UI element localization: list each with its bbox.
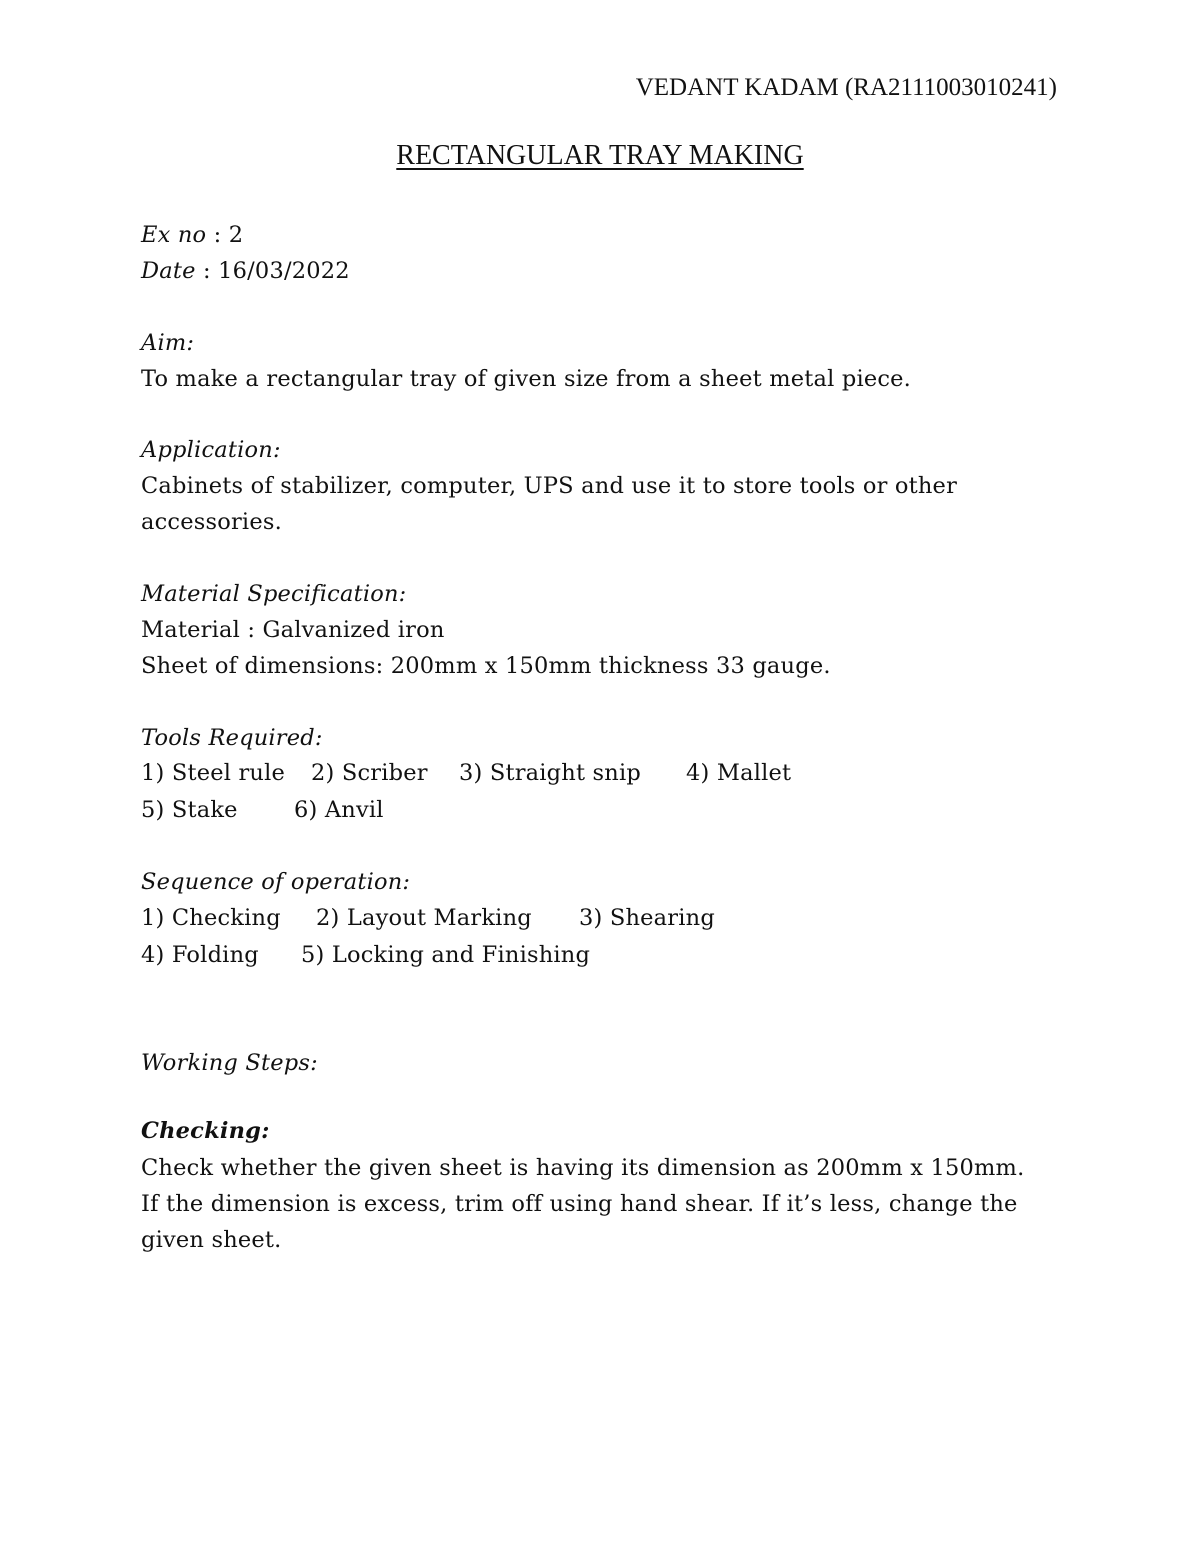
ex-no-value: : 2	[213, 222, 244, 248]
working-steps-heading: Working Steps:	[141, 1050, 318, 1076]
checking-line-2: If the dimension is excess, trim off using hand shear. If it’s less, change the	[141, 1191, 1018, 1217]
application-line-1: Cabinets of stabilizer, computer, UPS and use it to store tools or other	[141, 473, 958, 499]
sequence-item: 1) Checking	[141, 905, 281, 931]
author-line: VEDANT KADAM (RA2111003010241)	[635, 74, 1057, 101]
tool-item: 1) Steel rule	[141, 760, 286, 786]
ex-no-line	[141, 222, 243, 248]
sequence-heading: Sequence of operation:	[141, 869, 411, 895]
tool-item: 2) Scriber	[311, 760, 428, 786]
tools-heading: Tools Required:	[141, 725, 323, 751]
sequence-item: 2) Layout Marking	[316, 905, 532, 931]
date-value: : 16/03/2022	[202, 258, 350, 284]
ex-no-label: Ex no	[141, 222, 207, 248]
sequence-item: 4) Folding	[141, 942, 259, 968]
tool-item: 5) Stake	[141, 797, 238, 823]
date-line	[141, 258, 350, 284]
checking-heading: Checking:	[141, 1118, 270, 1144]
material-heading: Material Specification:	[141, 581, 407, 607]
application-line-2: accessories.	[141, 509, 282, 535]
page-title	[0, 140, 1200, 172]
date-label: Date	[141, 258, 196, 284]
sequence-item: 3) Shearing	[579, 905, 715, 931]
tool-item: 6) Anvil	[294, 797, 384, 823]
tool-item: 3) Straight snip	[459, 760, 641, 786]
aim-text: To make a rectangular tray of given size from a sheet metal piece.	[141, 366, 912, 392]
material-line-1: Material : Galvanized iron	[141, 617, 445, 643]
aim-heading: Aim:	[141, 330, 195, 356]
page-title-text: RECTANGULAR TRAY MAKING	[396, 140, 804, 171]
material-line-2: Sheet of dimensions: 200mm x 150mm thickness 33 gauge.	[141, 653, 831, 679]
checking-line-3: given sheet.	[141, 1227, 282, 1253]
checking-line-1: Check whether the given sheet is having its dimension as 200mm x 150mm.	[141, 1155, 1025, 1181]
tool-item: 4) Mallet	[686, 760, 792, 786]
application-heading: Application:	[141, 437, 281, 463]
sequence-item: 5) Locking and Finishing	[301, 942, 591, 968]
